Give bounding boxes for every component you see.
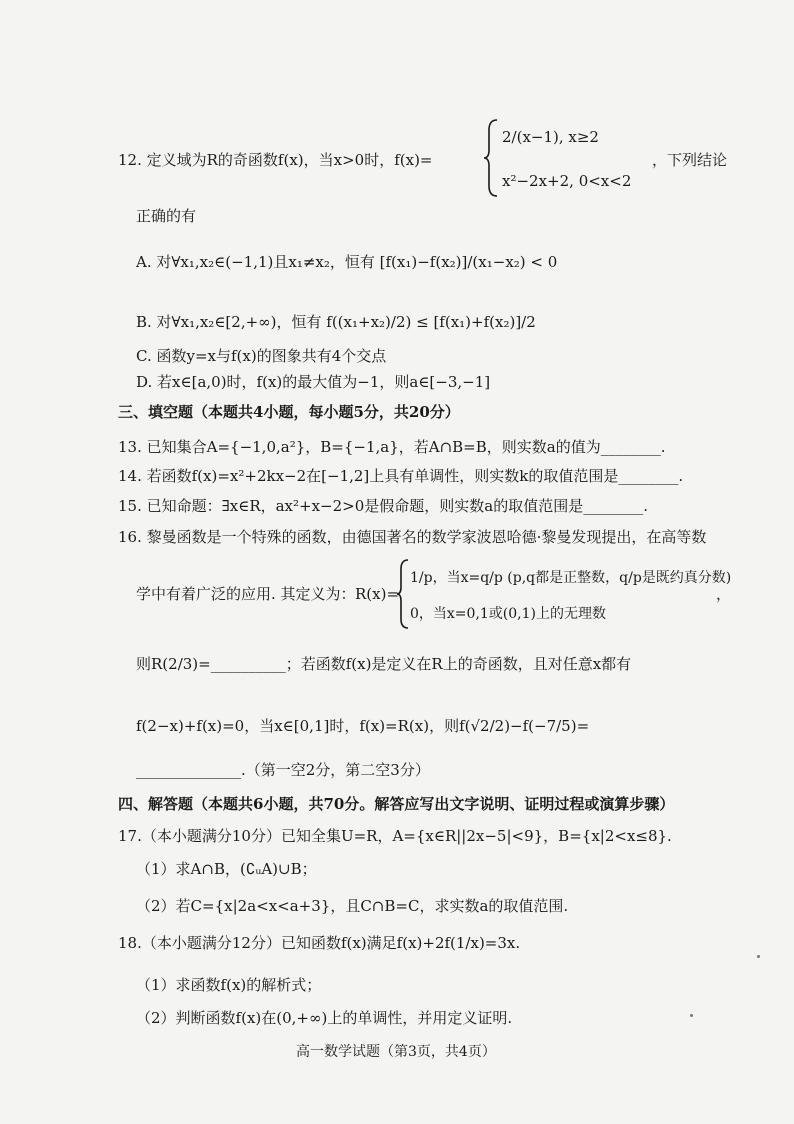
q12-option-c: C. 函数y=x与f(x)的图象共有4个交点 (136, 347, 387, 365)
q12-option-d: D. 若x∈[a,0)时，f(x)的最大值为−1，则a∈[−3,−1] (136, 373, 491, 391)
q17-part2: （2）若C={x|2a<x<a+3}，且C∩B=C，求实数a的取值范围. (136, 897, 569, 915)
q16-line4: f(2−x)+f(x)=0，当x∈[0,1]时，f(x)=R(x)，则f(√2/2)−f(−7/5)= (136, 717, 590, 735)
q15: 15. 已知命题：∃x∈R，ax²+x−2>0是假命题，则实数a的取值范围是________. (118, 497, 648, 515)
q12-stem-a: 12. 定义域为R的奇函数f(x)，当x>0时，f(x)= (118, 151, 433, 169)
scan-speck (757, 955, 760, 958)
q12-brace (483, 118, 499, 198)
scan-speck (690, 1014, 693, 1017)
q18-part1: （1）求函数f(x)的解析式； (136, 976, 322, 994)
q16-line5: ______________.（第一空2分，第二空3分） (136, 761, 430, 779)
q12-case2: x²−2x+2, 0<x<2 (502, 172, 632, 190)
q12-option-a: A. 对∀x₁,x₂∈(−1,1)且x₁≠x₂，恒有 [f(x₁)−f(x₂)]/(x₁−x₂) < 0 (136, 253, 558, 271)
q16-lhs: R(x)= (355, 585, 400, 603)
q18-part2: （2）判断函数f(x)在(0,+∞)上的单调性，并用定义证明. (136, 1009, 513, 1027)
q12-stem-c: 正确的有 (136, 207, 197, 225)
q16-case2: 0，当x=0,1或(0,1)上的无理数 (410, 606, 606, 622)
q12-case1: 2/(x−1), x≥2 (502, 128, 599, 146)
q14: 14. 若函数f(x)=x²+2kx−2在[−1,2]上具有单调性，则实数k的取值范围是________. (118, 467, 684, 485)
q16-line2b: ， (716, 585, 732, 603)
q16-case1: 1/p，当x=q/p (p,q都是正整数，q/p是既约真分数) (410, 570, 732, 586)
q13: 13. 已知集合A={−1,0,a²}，B={−1,a}，若A∩B=B，则实数a的值为________. (118, 438, 666, 456)
q17-part1: （1）求A∩B，(∁ᵤA)∪B； (136, 860, 317, 878)
q12-stem-b: ，下列结论 (652, 151, 728, 169)
section-3-heading: 三、填空题（本题共4小题，每小题5分，共20分） (118, 403, 460, 421)
q12-option-b: B. 对∀x₁,x₂∈[2,+∞)，恒有 f((x₁+x₂)/2) ≤ [f(x₁)+f(x₂)]/2 (136, 313, 536, 331)
q16-line1: 16. 黎曼函数是一个特殊的函数，由德国著名的数学家波恩哈德·黎曼发现提出，在高等数 (118, 528, 707, 546)
q16-line2a: 学中有着广泛的应用. 其定义为： (136, 585, 356, 603)
q16-line3: 则R(2/3)=__________；若函数f(x)是定义在R上的奇函数，且对任意x都有 (136, 655, 632, 673)
q17-stem: 17.（本小题满分10分）已知全集U=R，A={x∈R||2x−5|<9}，B={x|2<x≤8}. (118, 827, 672, 845)
q18-stem: 18.（本小题满分12分）已知函数f(x)满足f(x)+2f(1/x)=3x. (118, 934, 521, 952)
page-footer: 高一数学试题（第3页，共4页） (296, 1044, 496, 1060)
q16-brace (396, 558, 410, 630)
section-4-heading: 四、解答题（本题共6小题，共70分。解答应写出文字说明、证明过程或演算步骤） (118, 795, 675, 813)
